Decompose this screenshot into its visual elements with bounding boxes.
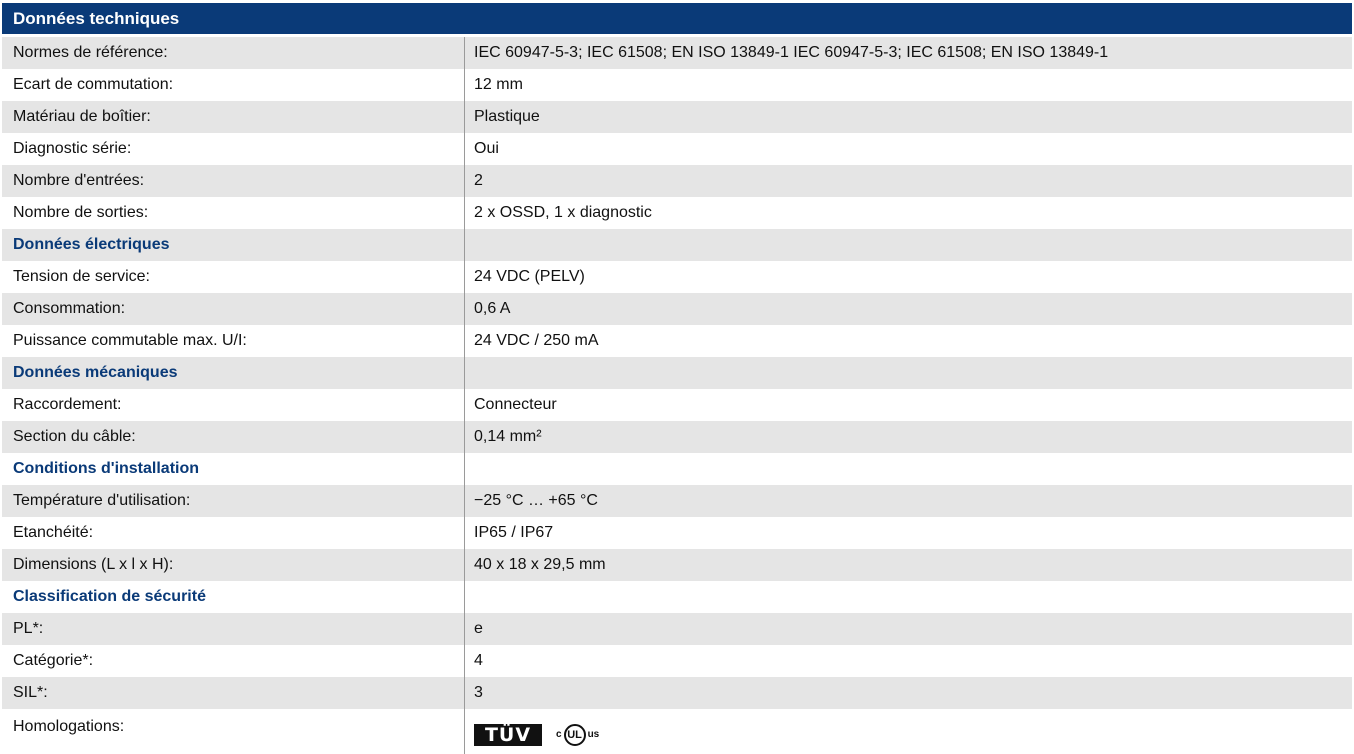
spec-value: 3 bbox=[465, 677, 1352, 709]
spec-label: Température d'utilisation: bbox=[2, 485, 465, 517]
section-row bbox=[2, 229, 1352, 261]
spec-label: Etanchéité: bbox=[2, 517, 465, 549]
spec-value: IEC 60947-5-3; IEC 61508; EN ISO 13849-1 IEC 60947-5-3; IEC 61508; EN ISO 13849-1 bbox=[465, 37, 1352, 69]
spec-value: 2 bbox=[465, 165, 1352, 197]
approval-logos bbox=[474, 709, 1352, 751]
spec-value: e bbox=[465, 613, 1352, 645]
spec-value: −25 °C … +65 °C bbox=[465, 485, 1352, 517]
ul-suffix: us bbox=[587, 729, 600, 740]
table-row bbox=[2, 293, 1352, 325]
section-row bbox=[2, 581, 1352, 613]
table-header: Données techniques bbox=[2, 3, 1352, 34]
section-spacer bbox=[465, 229, 1352, 261]
spec-label: Nombre de sorties: bbox=[2, 197, 465, 229]
spec-label: Puissance commutable max. U/I: bbox=[2, 325, 465, 357]
section-heading: Données mécaniques bbox=[2, 357, 465, 389]
spec-label: Consommation: bbox=[2, 293, 465, 325]
approvals-label: Homologations: bbox=[2, 709, 465, 754]
spec-value: Plastique bbox=[465, 101, 1352, 133]
spec-value: 12 mm bbox=[465, 69, 1352, 101]
spec-value: 0,14 mm² bbox=[465, 421, 1352, 453]
specs-table bbox=[2, 37, 1352, 754]
table-row bbox=[2, 69, 1352, 101]
table-row bbox=[2, 261, 1352, 293]
section-row bbox=[2, 453, 1352, 485]
spec-value: 0,6 A bbox=[465, 293, 1352, 325]
spec-label: Tension de service: bbox=[2, 261, 465, 293]
spec-value: 40 x 18 x 29,5 mm bbox=[465, 549, 1352, 581]
table-row bbox=[2, 37, 1352, 69]
table-row-approvals bbox=[2, 709, 1352, 754]
spec-label: SIL*: bbox=[2, 677, 465, 709]
section-row bbox=[2, 357, 1352, 389]
table-row bbox=[2, 165, 1352, 197]
section-heading: Conditions d'installation bbox=[2, 453, 465, 485]
spec-value: Connecteur bbox=[465, 389, 1352, 421]
spec-value: 4 bbox=[465, 645, 1352, 677]
tuv-logo: TÜV bbox=[474, 724, 542, 746]
table-row bbox=[2, 485, 1352, 517]
spec-label: PL*: bbox=[2, 613, 465, 645]
spec-label: Matériau de boîtier: bbox=[2, 101, 465, 133]
section-heading: Données électriques bbox=[2, 229, 465, 261]
spec-label: Catégorie*: bbox=[2, 645, 465, 677]
spec-value: Oui bbox=[465, 133, 1352, 165]
table-row bbox=[2, 197, 1352, 229]
table-row bbox=[2, 517, 1352, 549]
section-spacer bbox=[465, 357, 1352, 389]
table-row bbox=[2, 549, 1352, 581]
approvals-value bbox=[465, 709, 1352, 754]
spec-value: 2 x OSSD, 1 x diagnostic bbox=[465, 197, 1352, 229]
section-heading: Classification de sécurité bbox=[2, 581, 465, 613]
table-row bbox=[2, 677, 1352, 709]
spec-label: Nombre d'entrées: bbox=[2, 165, 465, 197]
ul-logo bbox=[556, 719, 599, 751]
ul-prefix: c bbox=[556, 729, 562, 740]
ul-mark: UL bbox=[564, 724, 586, 746]
section-spacer bbox=[465, 581, 1352, 613]
spec-label: Dimensions (L x l x H): bbox=[2, 549, 465, 581]
spec-label: Raccordement: bbox=[2, 389, 465, 421]
section-spacer bbox=[465, 453, 1352, 485]
spec-label: Diagnostic série: bbox=[2, 133, 465, 165]
table-row bbox=[2, 325, 1352, 357]
table-row bbox=[2, 133, 1352, 165]
table-row bbox=[2, 101, 1352, 133]
spec-label: Normes de référence: bbox=[2, 37, 465, 69]
table-row bbox=[2, 613, 1352, 645]
table-row bbox=[2, 645, 1352, 677]
spec-value: IP65 / IP67 bbox=[465, 517, 1352, 549]
table-row bbox=[2, 389, 1352, 421]
spec-label: Section du câble: bbox=[2, 421, 465, 453]
spec-value: 24 VDC (PELV) bbox=[465, 261, 1352, 293]
table-row bbox=[2, 421, 1352, 453]
spec-value: 24 VDC / 250 mA bbox=[465, 325, 1352, 357]
spec-label: Ecart de commutation: bbox=[2, 69, 465, 101]
